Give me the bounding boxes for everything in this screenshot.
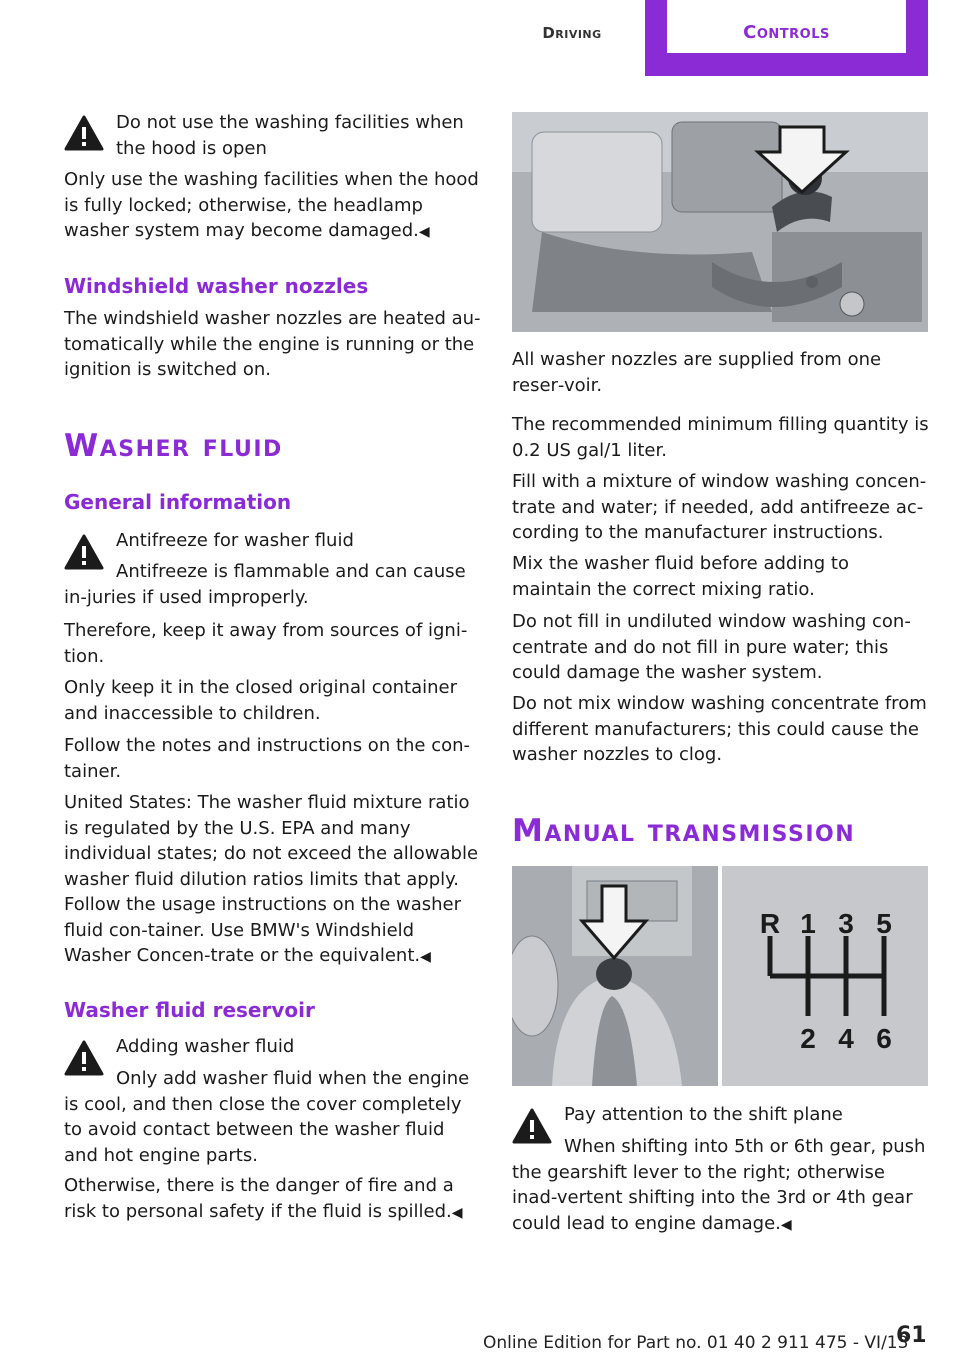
warning-title-adding-fluid: Adding washer fluid	[116, 1036, 295, 1057]
warning-text-adding-fluid-2: Otherwise, there is the danger of fire and a risk to personal safety if the fluid is spilled.◀	[64, 1175, 463, 1222]
warning-text-antifreeze-4: Follow the notes and instructions on the con‐tainer.	[64, 735, 471, 782]
text-reservoir: All washer nozzles are supplied from one reser‐voir.	[512, 349, 882, 396]
text-undiluted: Do not fill in undiluted window washing con‐centrate and do not fill in pure water; this could damage the washer system.	[512, 611, 911, 683]
warning-text-antifreeze-2: Therefore, keep it away from sources of igni‐tion.	[64, 620, 468, 667]
text-mix-before: Mix the washer fluid before adding to maintain the correct mixing ratio.	[512, 553, 849, 600]
warning-title-shift-plane: Pay attention to the shift plane	[564, 1104, 843, 1125]
warning-text-antifreeze-3: Only keep it in the closed original container and inaccessible to children.	[64, 677, 458, 724]
header-section-label: Driving	[542, 24, 602, 42]
shift-pattern-diagram	[722, 866, 928, 1086]
gear-label-4: 4	[838, 1023, 854, 1054]
warning-text-antifreeze-5: United States: The washer fluid mixture ratio is regulated by the U.S. EPA and many individual states; do not exceed the allowable washer fluid dilution ratios limits that apply. Follow the usage instructions on the washer fluid con‐tainer. Use BMW's Windshield Washer Concen‐trate or the equivalent.◀	[64, 792, 479, 966]
heading-washer-fluid-reservoir: Washer fluid reservoir	[64, 998, 315, 1022]
gear-label-5: 5	[876, 908, 892, 939]
gear-label-3: 3	[838, 908, 854, 939]
gear-label-6: 6	[876, 1023, 892, 1054]
gear-label-2: 2	[800, 1023, 816, 1054]
header-chapter-label: Controls	[743, 22, 830, 43]
gear-lever-photo	[512, 866, 718, 1086]
header-chapter-tab	[645, 0, 928, 76]
warning-text-shift-plane: When shifting into 5th or 6th gear, push the gearshift lever to the right; otherwise inad‐vertent shifting into the 3rd or 4th gear could lead to engine damage.◀	[512, 1136, 926, 1234]
warning-title-antifreeze: Antifreeze for washer fluid	[116, 530, 354, 551]
text-windshield-nozzles: The windshield washer nozzles are heated au‐tomatically while the engine is running or the ignition is switched on.	[64, 308, 481, 380]
page-number: 61	[896, 1323, 927, 1348]
footer-edition: Online Edition for Part no. 01 40 2 911 475 - VI/13	[483, 1333, 909, 1353]
warning-text-antifreeze-1: Antifreeze is flammable and can cause in‐juries if used improperly.	[64, 561, 466, 608]
heading-windshield-nozzles: Windshield washer nozzles	[64, 274, 369, 298]
gear-label-1: 1	[800, 908, 816, 939]
warning-text-adding-fluid-1: Only add washer fluid when the engine is cool, and then close the cover completely to avoid contact between the washer fluid and hot engine parts.	[64, 1068, 470, 1166]
heading-manual-transmission: Manual transmission	[512, 813, 856, 849]
text-manufacturers: Do not mix window washing concentrate from different manufacturers; this could cause the washer nozzles to clog.	[512, 693, 927, 765]
warning-title-hood: Do not use the washing facilities when the hood is open	[116, 112, 464, 159]
engine-bay-photo	[512, 112, 928, 332]
text-mixture: Fill with a mixture of window washing concen‐trate and water; if needed, add antifreeze ac‐cording to the manufacturer instructions.	[512, 471, 927, 543]
warning-body-hood: Only use the washing facilities when the hood is fully locked; otherwise, the headlamp washer system may become damaged.◀	[64, 169, 479, 241]
warning-icon	[64, 115, 104, 152]
heading-washer-fluid: Washer fluid	[64, 428, 283, 464]
heading-general-information: General information	[64, 490, 292, 514]
text-filling-quantity: The recommended minimum filling quantity is 0.2 US gal/1 liter.	[512, 414, 929, 461]
gear-label-r: R	[759, 908, 781, 939]
